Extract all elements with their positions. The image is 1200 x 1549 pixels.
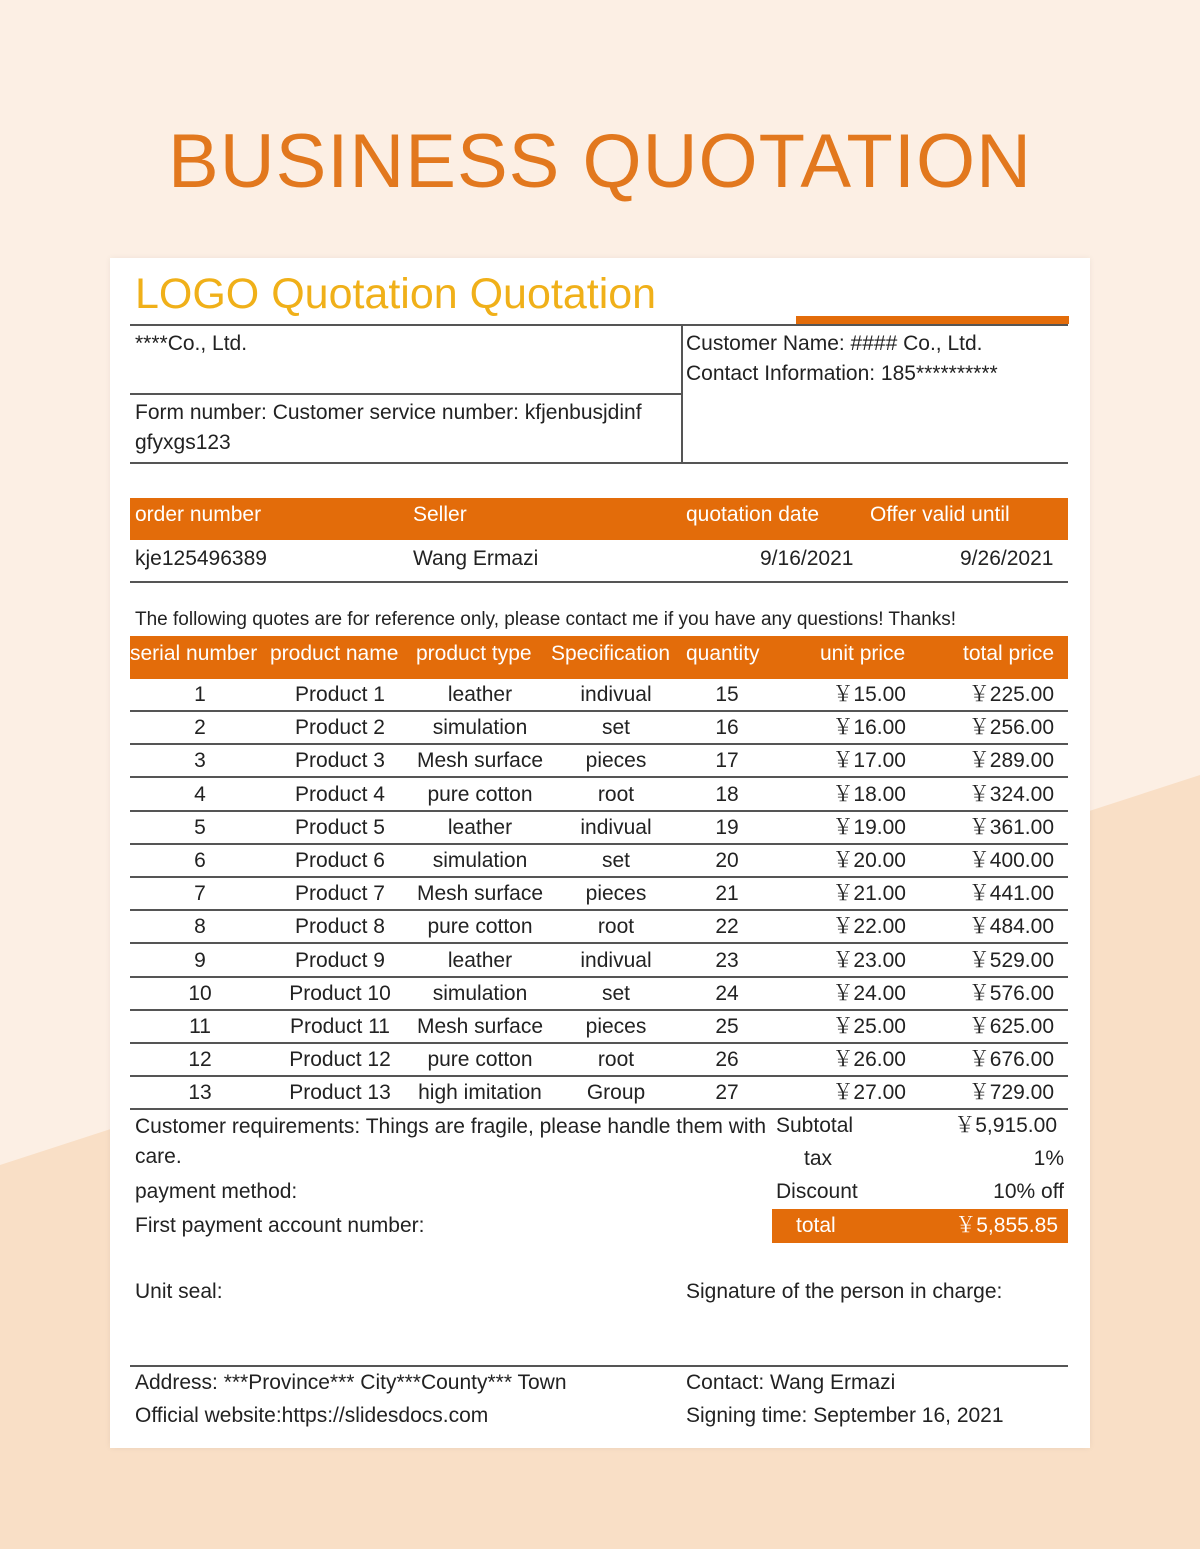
logo-accent-bar — [796, 316, 1069, 324]
valid-until-header: Offer valid until — [870, 503, 1010, 526]
cell-type: pure cotton — [427, 915, 533, 939]
total-header: total price — [963, 642, 1055, 665]
cell-name: Product 11 — [289, 1015, 390, 1038]
customer-requirements: Customer requirements: Things are fragile, please handle them with care. — [135, 1115, 767, 1168]
cell-qty: 21 — [715, 882, 739, 906]
discount-value: 10% off — [993, 1180, 1064, 1203]
cell-qty: 18 — [715, 782, 739, 806]
seller-value: Wang Ermazi — [413, 547, 539, 570]
cell-total: ￥441.00 — [968, 882, 1054, 906]
signing-time: Signing time: September 16, 2021 — [686, 1404, 1004, 1427]
form-number: Form number: Customer service number: kfjenbusjdinf gfyxgs123 — [135, 401, 642, 454]
order-number-value: kje125496389 — [135, 547, 267, 570]
cell-total: ￥361.00 — [968, 815, 1054, 839]
cell-name: Product 4 — [295, 782, 385, 806]
cell-type: Mesh surface — [416, 749, 544, 773]
cell-type: leather — [447, 948, 513, 972]
cell-name: Product 9 — [295, 948, 385, 972]
cell-spec: pieces — [585, 749, 647, 773]
table-row — [130, 1077, 1068, 1110]
cell-qty: 23 — [715, 948, 739, 972]
table-row — [130, 812, 1068, 845]
cell-type: Mesh surface — [416, 1015, 544, 1038]
cell-unit: ￥23.00 — [832, 948, 906, 972]
cell-type: leather — [447, 815, 513, 839]
cell-name: Product 3 — [295, 749, 385, 773]
cell-spec: root — [597, 782, 635, 806]
cell-spec: pieces — [585, 882, 647, 906]
quotation-date-header: quotation date — [686, 503, 820, 526]
cell-name: Product 6 — [295, 849, 385, 872]
total-value: ￥5,855.85 — [955, 1214, 1058, 1237]
cell-serial: 7 — [194, 882, 206, 906]
cell-unit: ￥20.00 — [832, 849, 906, 872]
cell-spec: Group — [586, 1081, 646, 1105]
cell-qty: 27 — [715, 1081, 739, 1105]
cell-total: ￥256.00 — [968, 716, 1054, 740]
divider — [681, 325, 683, 463]
cell-type: simulation — [432, 716, 528, 740]
table-row — [130, 1044, 1068, 1077]
order-header-band — [130, 498, 1068, 540]
cell-unit: ￥15.00 — [832, 683, 906, 706]
cell-qty: 24 — [715, 981, 739, 1005]
serial-header: serial number — [130, 642, 258, 665]
cell-unit: ￥26.00 — [832, 1048, 906, 1072]
subtotal-label: Subtotal — [776, 1114, 854, 1137]
cell-serial: 2 — [194, 716, 206, 740]
table-row — [130, 978, 1068, 1011]
cell-total: ￥289.00 — [968, 749, 1054, 773]
cell-unit: ￥21.00 — [832, 882, 906, 906]
cell-serial: 5 — [194, 815, 206, 839]
cell-serial: 1 — [194, 683, 206, 706]
cell-total: ￥529.00 — [968, 948, 1054, 972]
cell-type: simulation — [432, 849, 528, 872]
cell-spec: root — [597, 1048, 635, 1072]
reference-note: The following quotes are for reference only, please contact me if you have any questions! Thanks! — [135, 609, 956, 630]
cell-unit: ￥19.00 — [832, 815, 906, 839]
cell-spec: indivual — [580, 948, 652, 972]
first-payment-account: First payment account number: — [135, 1214, 425, 1237]
cell-qty: 19 — [715, 815, 739, 839]
divider — [130, 324, 1068, 326]
logo-title: LOGO Quotation Quotation — [135, 270, 657, 318]
cell-unit: ￥27.00 — [832, 1081, 906, 1105]
cell-total: ￥729.00 — [968, 1081, 1054, 1105]
cell-name: Product 12 — [289, 1048, 391, 1072]
contact: Contact: Wang Ermazi — [686, 1371, 896, 1394]
name-header: product name — [270, 642, 399, 665]
cell-name: Product 10 — [289, 981, 391, 1005]
seller-header: Seller — [413, 503, 467, 526]
cell-name: Product 13 — [289, 1081, 391, 1105]
payment-method: payment method: — [135, 1180, 298, 1203]
cell-serial: 4 — [194, 782, 206, 806]
cell-serial: 3 — [194, 749, 206, 773]
cell-unit: ￥17.00 — [832, 749, 906, 773]
valid-until-value: 9/26/2021 — [960, 547, 1054, 570]
table-header-band — [130, 636, 1068, 679]
customer-name: Customer Name: #### Co., Ltd. — [686, 332, 983, 355]
table-row — [130, 1011, 1068, 1044]
signature: Signature of the person in charge: — [686, 1280, 1003, 1303]
type-header: product type — [416, 642, 532, 665]
cell-serial: 12 — [188, 1048, 212, 1072]
cell-serial: 8 — [194, 915, 206, 939]
unit-seal: Unit seal: — [135, 1280, 223, 1303]
table-row — [130, 911, 1068, 944]
cell-type: pure cotton — [427, 782, 533, 806]
cell-qty: 26 — [715, 1048, 739, 1072]
cell-name: Product 5 — [295, 815, 385, 839]
cell-qty: 20 — [715, 849, 739, 872]
cell-total: ￥324.00 — [968, 782, 1054, 806]
cell-total: ￥400.00 — [968, 849, 1054, 872]
tax-label: tax — [804, 1147, 833, 1170]
cell-type: Mesh surface — [416, 882, 544, 906]
cell-qty: 17 — [715, 749, 739, 773]
cell-total: ￥625.00 — [968, 1015, 1054, 1038]
divider — [130, 581, 1068, 583]
cell-unit: ￥16.00 — [832, 716, 906, 740]
total-bar — [772, 1209, 1068, 1243]
divider — [130, 462, 1068, 464]
cell-spec: pieces — [585, 1015, 647, 1038]
page-title: BUSINESS QUOTATION — [168, 119, 1032, 204]
cell-qty: 16 — [715, 716, 739, 740]
divider — [130, 1365, 1068, 1367]
discount-label: Discount — [776, 1180, 858, 1203]
cell-total: ￥225.00 — [968, 683, 1054, 706]
divider — [130, 393, 681, 395]
table-row — [130, 679, 1068, 712]
order-number-header: order number — [135, 503, 262, 526]
website: Official website:https://slidesdocs.com — [135, 1404, 489, 1427]
total-label: total — [796, 1214, 836, 1237]
seller-company: ****Co., Ltd. — [135, 332, 248, 355]
cell-spec: set — [601, 981, 630, 1005]
table-row — [130, 945, 1068, 978]
cell-total: ￥484.00 — [968, 915, 1054, 939]
cell-unit: ￥25.00 — [832, 1015, 906, 1038]
cell-total: ￥576.00 — [968, 981, 1054, 1005]
cell-type: simulation — [432, 981, 528, 1005]
table-row — [130, 779, 1068, 812]
subtotal-value: ￥5,915.00 — [954, 1114, 1057, 1137]
table-row — [130, 878, 1068, 911]
cell-qty: 25 — [715, 1015, 739, 1038]
cell-serial: 11 — [189, 1015, 211, 1038]
cell-type: pure cotton — [427, 1048, 533, 1072]
cell-serial: 13 — [188, 1081, 212, 1105]
cell-unit: ￥22.00 — [832, 915, 906, 939]
quotation-date-value: 9/16/2021 — [760, 547, 854, 570]
cell-type: high imitation — [418, 1081, 542, 1105]
cell-unit: ￥24.00 — [832, 981, 906, 1005]
tax-value: 1% — [1033, 1147, 1064, 1170]
cell-spec: indivual — [580, 683, 652, 706]
table-row — [130, 712, 1068, 745]
qty-header: quantity — [686, 642, 760, 665]
cell-serial: 6 — [194, 849, 206, 872]
cell-spec: set — [601, 716, 630, 740]
cell-name: Product 1 — [295, 683, 385, 706]
unit-header: unit price — [820, 642, 906, 665]
cell-name: Product 2 — [295, 716, 385, 740]
cell-spec: indivual — [580, 815, 652, 839]
cell-qty: 22 — [715, 915, 739, 939]
cell-serial: 9 — [194, 948, 206, 972]
cell-qty: 15 — [715, 683, 739, 706]
cell-unit: ￥18.00 — [832, 782, 906, 806]
cell-serial: 10 — [188, 981, 212, 1005]
table-row — [130, 745, 1068, 778]
cell-spec: set — [601, 849, 630, 872]
cell-name: Product 7 — [295, 882, 385, 906]
cell-name: Product 8 — [295, 915, 385, 939]
cell-spec: root — [597, 915, 635, 939]
cell-total: ￥676.00 — [968, 1048, 1054, 1072]
spec-header: Specification — [551, 642, 671, 665]
table-row — [130, 845, 1068, 878]
quotation-sheet — [110, 258, 1090, 1448]
contact-information: Contact Information: 185********** — [686, 362, 998, 385]
address: Address: ***Province*** City***County*** Town — [135, 1371, 567, 1394]
cell-type: leather — [447, 683, 513, 706]
